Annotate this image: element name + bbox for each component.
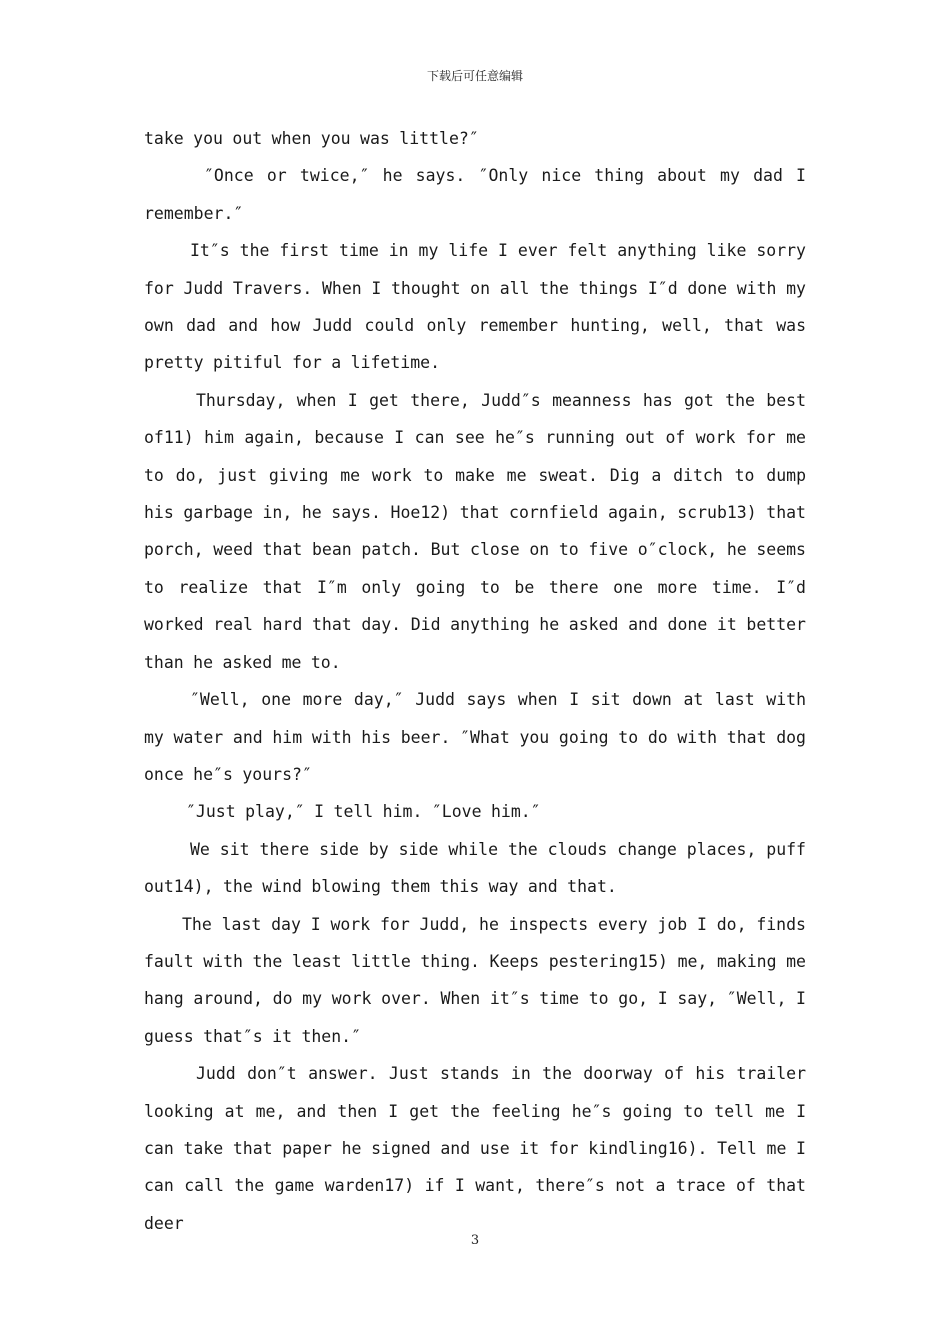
paragraph-9: Judd don″t answer. Just stands in the doorway of his trailer looking at me, and then I get the feeling he″s going to tell me I can take that paper he signed and use it for kindling16). Tell me I can call the game warden17) if I want, there″s not a trace of that deer — [144, 1064, 806, 1233]
paragraph-4: Thursday, when I get there, Judd″s meanness has got the best of11) him again, because I can see he″s running out of work for me to do, just giving me work to make me sweat. Dig a ditch to dump his garbage in, he says. Hoe12) that cornfield again, scrub13) that porch, weed that bean patch. But close on to five o″clock, he seems to realize that I″m only going to be there one more time. I″d worked real hard that day. Did anything he asked and done it better than he asked me to. — [144, 390, 806, 672]
page-header: 下载后可任意编辑 — [426, 69, 523, 83]
paragraph-5: ″Well, one more day,″ Judd says when I sit down at last with my water and him with his beer. ″What you going to do with that dog once he″s yours?″ — [144, 690, 806, 784]
paragraph-1: take you out when you was little?″ — [144, 129, 479, 148]
paragraph-3: It″s the first time in my life I ever felt anything like sorry for Judd Travers. When I thought on all the things I″d done with my own dad and how Judd could only remember hunting, well, that was pretty pitiful for a lifetime. — [144, 241, 806, 373]
paragraph-8: The last day I work for Judd, he inspects every job I do, finds fault with the least little thing. Keeps pestering15) me, making me hang around, do my work over. When it″s time to go, I say, ″Well, I guess that″s it then.″ — [144, 914, 806, 1046]
document-body — [144, 120, 806, 1242]
paragraph-2: ″Once or twice,″ he says. ″Only nice thing about my dad I remember.″ — [144, 166, 806, 223]
page-number: 3 — [470, 1233, 480, 1248]
paragraph-7: We sit there side by side while the clouds change places, puff out14), the wind blowing them this way and that. — [144, 839, 806, 897]
paragraph-6: ″Just play,″ I tell him. ″Love him.″ — [186, 802, 541, 822]
